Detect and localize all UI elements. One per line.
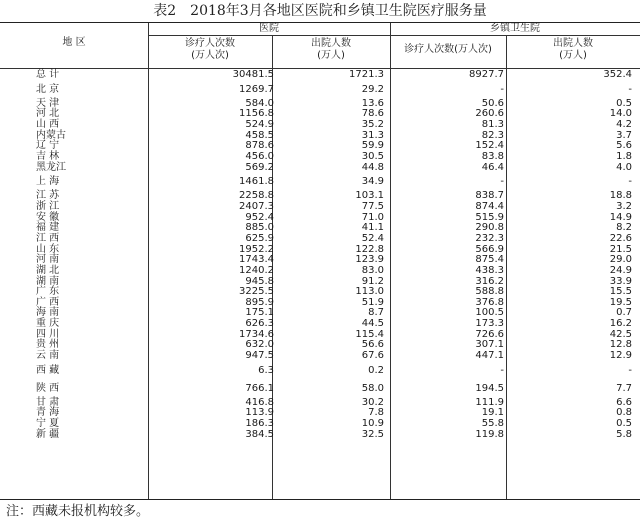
region-cell: 河 南	[36, 254, 60, 266]
hospital-visits-cell: 1743.4	[239, 254, 274, 266]
township-visits-cell: -	[500, 364, 504, 376]
township-visits-cell: 438.3	[475, 264, 504, 276]
township-visits-cell: 290.8	[475, 222, 504, 234]
township-visits-cell: 588.8	[475, 286, 504, 298]
township-visits-cell: 50.6	[481, 97, 504, 109]
table-row	[0, 287, 640, 298]
region-cell: 广 东	[36, 286, 60, 298]
hospital-discharges-cell: 10.9	[361, 418, 384, 430]
region-cell: 宁 夏	[36, 418, 60, 430]
table-row	[0, 340, 640, 351]
region-cell: 湖 北	[36, 264, 60, 276]
region-cell: 江 苏	[36, 190, 60, 202]
hospital-visits-cell: 3225.5	[239, 286, 274, 298]
hospital-discharges-cell: 56.6	[361, 339, 384, 351]
township-discharges-cell: 5.8	[616, 428, 632, 440]
township-visits-cell: 55.8	[481, 418, 504, 430]
hospital-discharges-cell: 29.2	[361, 83, 384, 95]
table-row	[0, 234, 640, 245]
table-row	[0, 81, 640, 99]
hospital-visits-cell: 632.0	[245, 339, 274, 351]
hospital-visits-cell: 384.5	[245, 428, 274, 440]
table-row	[0, 298, 640, 309]
township-visits-cell: 119.8	[475, 428, 504, 440]
table-row	[0, 362, 640, 380]
header-township-visits: 诊疗人次数(万人次)	[404, 44, 492, 55]
township-discharges-cell: -	[628, 364, 632, 376]
region-cell: 总 计	[36, 69, 60, 80]
township-discharges-cell: 8.2	[616, 222, 632, 234]
township-visits-cell: 307.1	[475, 339, 504, 351]
township-discharges-cell: 0.7	[616, 307, 632, 319]
table-row	[0, 245, 640, 256]
township-discharges-cell: 6.6	[616, 396, 632, 408]
region-cell: 甘 肃	[36, 396, 60, 408]
township-visits-cell: 376.8	[475, 296, 504, 308]
table-row	[0, 351, 640, 362]
hospital-discharges-cell: 71.0	[361, 211, 384, 223]
table-row	[0, 408, 640, 419]
hospital-visits-cell: 456.0	[245, 150, 274, 162]
hospital-discharges-cell: 8.7	[368, 307, 384, 319]
region-cell: 北 京	[36, 83, 60, 95]
hospital-discharges-cell: 122.8	[355, 243, 384, 255]
hospital-visits-cell: 6.3	[258, 364, 274, 376]
township-visits-cell: 19.1	[481, 407, 504, 419]
township-visits-cell: 875.4	[475, 254, 504, 266]
hospital-visits-cell: 1269.7	[239, 83, 274, 95]
header-hospital-visits: 诊疗人次数 (万人次)	[185, 38, 235, 61]
hospital-visits-cell: 885.0	[245, 222, 274, 234]
hospital-visits-cell: 895.9	[245, 296, 274, 308]
region-cell: 山 东	[36, 243, 60, 255]
hospital-visits-cell: 524.9	[245, 118, 274, 130]
hospital-visits-cell: 1734.6	[239, 328, 274, 340]
region-cell: 重 庆	[36, 318, 60, 330]
township-discharges-cell: 18.8	[609, 190, 632, 202]
township-discharges-cell: 12.9	[609, 350, 632, 362]
hospital-visits-cell: 1156.8	[239, 108, 274, 120]
township-visits-cell: 726.6	[475, 328, 504, 340]
footnote: 注：西藏未报机构较多。	[6, 504, 150, 519]
table-row	[0, 330, 640, 341]
hospital-discharges-cell: 59.9	[361, 140, 384, 152]
table-row	[0, 398, 640, 409]
divider	[0, 68, 640, 69]
region-cell: 海 南	[36, 307, 60, 319]
hospital-discharges-cell: 32.5	[361, 428, 384, 440]
hospital-discharges-cell: 41.1	[361, 222, 384, 234]
township-discharges-cell: 33.9	[609, 275, 632, 287]
region-cell: 陕 西	[36, 382, 60, 394]
table-row	[0, 141, 640, 152]
region-cell: 天 津	[36, 97, 60, 109]
township-visits-cell: 173.3	[475, 318, 504, 330]
header-township: 乡镇卫生院	[490, 23, 540, 34]
hospital-discharges-cell: 77.5	[361, 200, 384, 212]
hospital-visits-cell: 952.4	[245, 211, 274, 223]
hospital-visits-cell: 30481.5	[232, 69, 274, 80]
hospital-discharges-cell: 67.6	[361, 350, 384, 362]
header-region: 地 区	[62, 37, 86, 48]
hospital-visits-cell: 2258.8	[239, 190, 274, 202]
township-discharges-cell: 42.5	[609, 328, 632, 340]
region-cell: 四 川	[36, 328, 60, 340]
township-discharges-cell: 19.5	[609, 296, 632, 308]
region-cell: 安 徽	[36, 211, 60, 223]
hospital-discharges-cell: 1721.3	[349, 69, 384, 80]
table-row	[0, 380, 640, 398]
hospital-discharges-cell: 91.2	[361, 275, 384, 287]
region-cell: 黑龙江	[36, 161, 66, 173]
hospital-discharges-cell: 113.0	[355, 286, 384, 298]
township-visits-cell: -	[500, 83, 504, 95]
township-discharges-cell: 24.9	[609, 264, 632, 276]
township-visits-cell: 81.3	[481, 118, 504, 130]
hospital-visits-cell: 569.2	[245, 161, 274, 173]
hospital-discharges-cell: 13.6	[361, 97, 384, 109]
hospital-discharges-cell: 103.1	[355, 190, 384, 202]
hospital-visits-cell: 113.9	[245, 407, 274, 419]
table-row	[0, 131, 640, 142]
hospital-discharges-cell: 35.2	[361, 118, 384, 130]
table-row	[0, 99, 640, 110]
hospital-discharges-cell: 7.8	[368, 407, 384, 419]
table-row	[0, 152, 640, 163]
table-row	[0, 266, 640, 277]
hospital-visits-cell: 1461.8	[239, 176, 274, 188]
hospital-discharges-cell: 51.9	[361, 296, 384, 308]
region-cell: 广 西	[36, 296, 60, 308]
hospital-visits-cell: 2407.3	[239, 200, 274, 212]
table-row	[0, 173, 640, 191]
table-row	[0, 419, 640, 430]
hospital-visits-cell: 766.1	[245, 382, 274, 394]
township-discharges-cell: 14.9	[609, 211, 632, 223]
hospital-visits-cell: 1952.2	[239, 243, 274, 255]
table-row	[0, 191, 640, 202]
township-visits-cell: 566.9	[475, 243, 504, 255]
header-hospital: 医院	[259, 23, 279, 34]
township-visits-cell: -	[500, 176, 504, 188]
township-discharges-cell: 21.5	[609, 243, 632, 255]
hospital-visits-cell: 175.1	[245, 307, 274, 319]
hospital-visits-cell: 416.8	[245, 396, 274, 408]
hospital-visits-cell: 878.6	[245, 140, 274, 152]
table-row	[0, 120, 640, 131]
township-visits-cell: 111.9	[475, 396, 504, 408]
header-township-discharges: 出院人数 (万人)	[553, 38, 593, 61]
township-discharges-cell: 4.0	[616, 161, 632, 173]
hospital-discharges-cell: 123.9	[355, 254, 384, 266]
township-discharges-cell: 12.8	[609, 339, 632, 351]
hospital-discharges-cell: 78.6	[361, 108, 384, 120]
township-visits-cell: 194.5	[475, 382, 504, 394]
region-cell: 湖 南	[36, 275, 60, 287]
township-discharges-cell: 7.7	[616, 382, 632, 394]
hospital-discharges-cell: 44.8	[361, 161, 384, 173]
table-row	[0, 255, 640, 266]
hospital-discharges-cell: 83.0	[361, 264, 384, 276]
township-visits-cell: 232.3	[475, 232, 504, 244]
township-visits-cell: 447.1	[475, 350, 504, 362]
region-cell: 辽 宁	[36, 140, 60, 152]
township-discharges-cell: 0.8	[616, 407, 632, 419]
township-discharges-cell: 3.7	[616, 129, 632, 141]
township-discharges-cell: -	[628, 176, 632, 188]
table-title: 表2 2018年3月各地区医院和乡镇卫生院医疗服务量	[153, 3, 487, 19]
table-row	[0, 202, 640, 213]
hospital-visits-cell: 625.9	[245, 232, 274, 244]
township-discharges-cell: 29.0	[609, 254, 632, 266]
township-visits-cell: 260.6	[475, 108, 504, 120]
hospital-discharges-cell: 52.4	[361, 232, 384, 244]
township-discharges-cell: 5.6	[616, 140, 632, 152]
table-row	[0, 223, 640, 234]
township-visits-cell: 838.7	[475, 190, 504, 202]
township-visits-cell: 515.9	[475, 211, 504, 223]
hospital-visits-cell: 458.5	[245, 129, 274, 141]
hospital-discharges-cell: 58.0	[361, 382, 384, 394]
township-visits-cell: 874.4	[475, 200, 504, 212]
region-cell: 吉 林	[36, 150, 60, 162]
township-discharges-cell: 22.6	[609, 232, 632, 244]
township-visits-cell: 152.4	[475, 140, 504, 152]
township-visits-cell: 46.4	[481, 161, 504, 173]
region-cell: 云 南	[36, 350, 60, 362]
hospital-discharges-cell: 34.9	[361, 176, 384, 188]
hospital-discharges-cell: 30.2	[361, 396, 384, 408]
township-visits-cell: 100.5	[475, 307, 504, 319]
region-cell: 河 北	[36, 108, 60, 120]
township-discharges-cell: 1.8	[616, 150, 632, 162]
township-visits-cell: 83.8	[481, 150, 504, 162]
hospital-visits-cell: 945.8	[245, 275, 274, 287]
table-row	[0, 213, 640, 224]
hospital-discharges-cell: 31.3	[361, 129, 384, 141]
region-cell: 西 藏	[36, 364, 60, 376]
header-hospital-discharges: 出院人数 (万人)	[311, 38, 351, 61]
region-cell: 新 疆	[36, 428, 60, 440]
hospital-discharges-cell: 0.2	[368, 364, 384, 376]
township-visits-cell: 8927.7	[469, 69, 504, 80]
township-visits-cell: 316.2	[475, 275, 504, 287]
region-cell: 福 建	[36, 222, 60, 234]
region-cell: 浙 江	[36, 200, 60, 212]
township-discharges-cell: 3.2	[616, 200, 632, 212]
township-discharges-cell: 352.4	[603, 69, 632, 80]
hospital-visits-cell: 1240.2	[239, 264, 274, 276]
hospital-visits-cell: 584.0	[245, 97, 274, 109]
region-cell: 青 海	[36, 407, 60, 419]
hospital-discharges-cell: 30.5	[361, 150, 384, 162]
hospital-discharges-cell: 44.5	[361, 318, 384, 330]
table-body	[0, 70, 640, 440]
township-discharges-cell: 15.5	[609, 286, 632, 298]
data-table	[0, 22, 640, 500]
table-row	[0, 308, 640, 319]
hospital-discharges-cell: 115.4	[355, 328, 384, 340]
township-discharges-cell: 16.2	[609, 318, 632, 330]
region-cell: 贵 州	[36, 339, 60, 351]
region-cell: 上 海	[36, 176, 60, 188]
hospital-visits-cell: 947.5	[245, 350, 274, 362]
township-discharges-cell: 0.5	[616, 418, 632, 430]
divider	[148, 35, 640, 36]
table-row	[0, 319, 640, 330]
region-cell: 内蒙古	[36, 129, 66, 141]
township-visits-cell: 82.3	[481, 129, 504, 141]
table-row	[0, 277, 640, 288]
hospital-visits-cell: 186.3	[245, 418, 274, 430]
table-row	[0, 430, 640, 441]
table-row	[0, 70, 640, 81]
table-row	[0, 109, 640, 120]
township-discharges-cell: 0.5	[616, 97, 632, 109]
township-discharges-cell: 14.0	[609, 108, 632, 120]
hospital-visits-cell: 626.3	[245, 318, 274, 330]
table-row	[0, 163, 640, 174]
region-cell: 山 西	[36, 118, 60, 130]
township-discharges-cell: 4.2	[616, 118, 632, 130]
region-cell: 江 西	[36, 232, 60, 244]
township-discharges-cell: -	[628, 83, 632, 95]
